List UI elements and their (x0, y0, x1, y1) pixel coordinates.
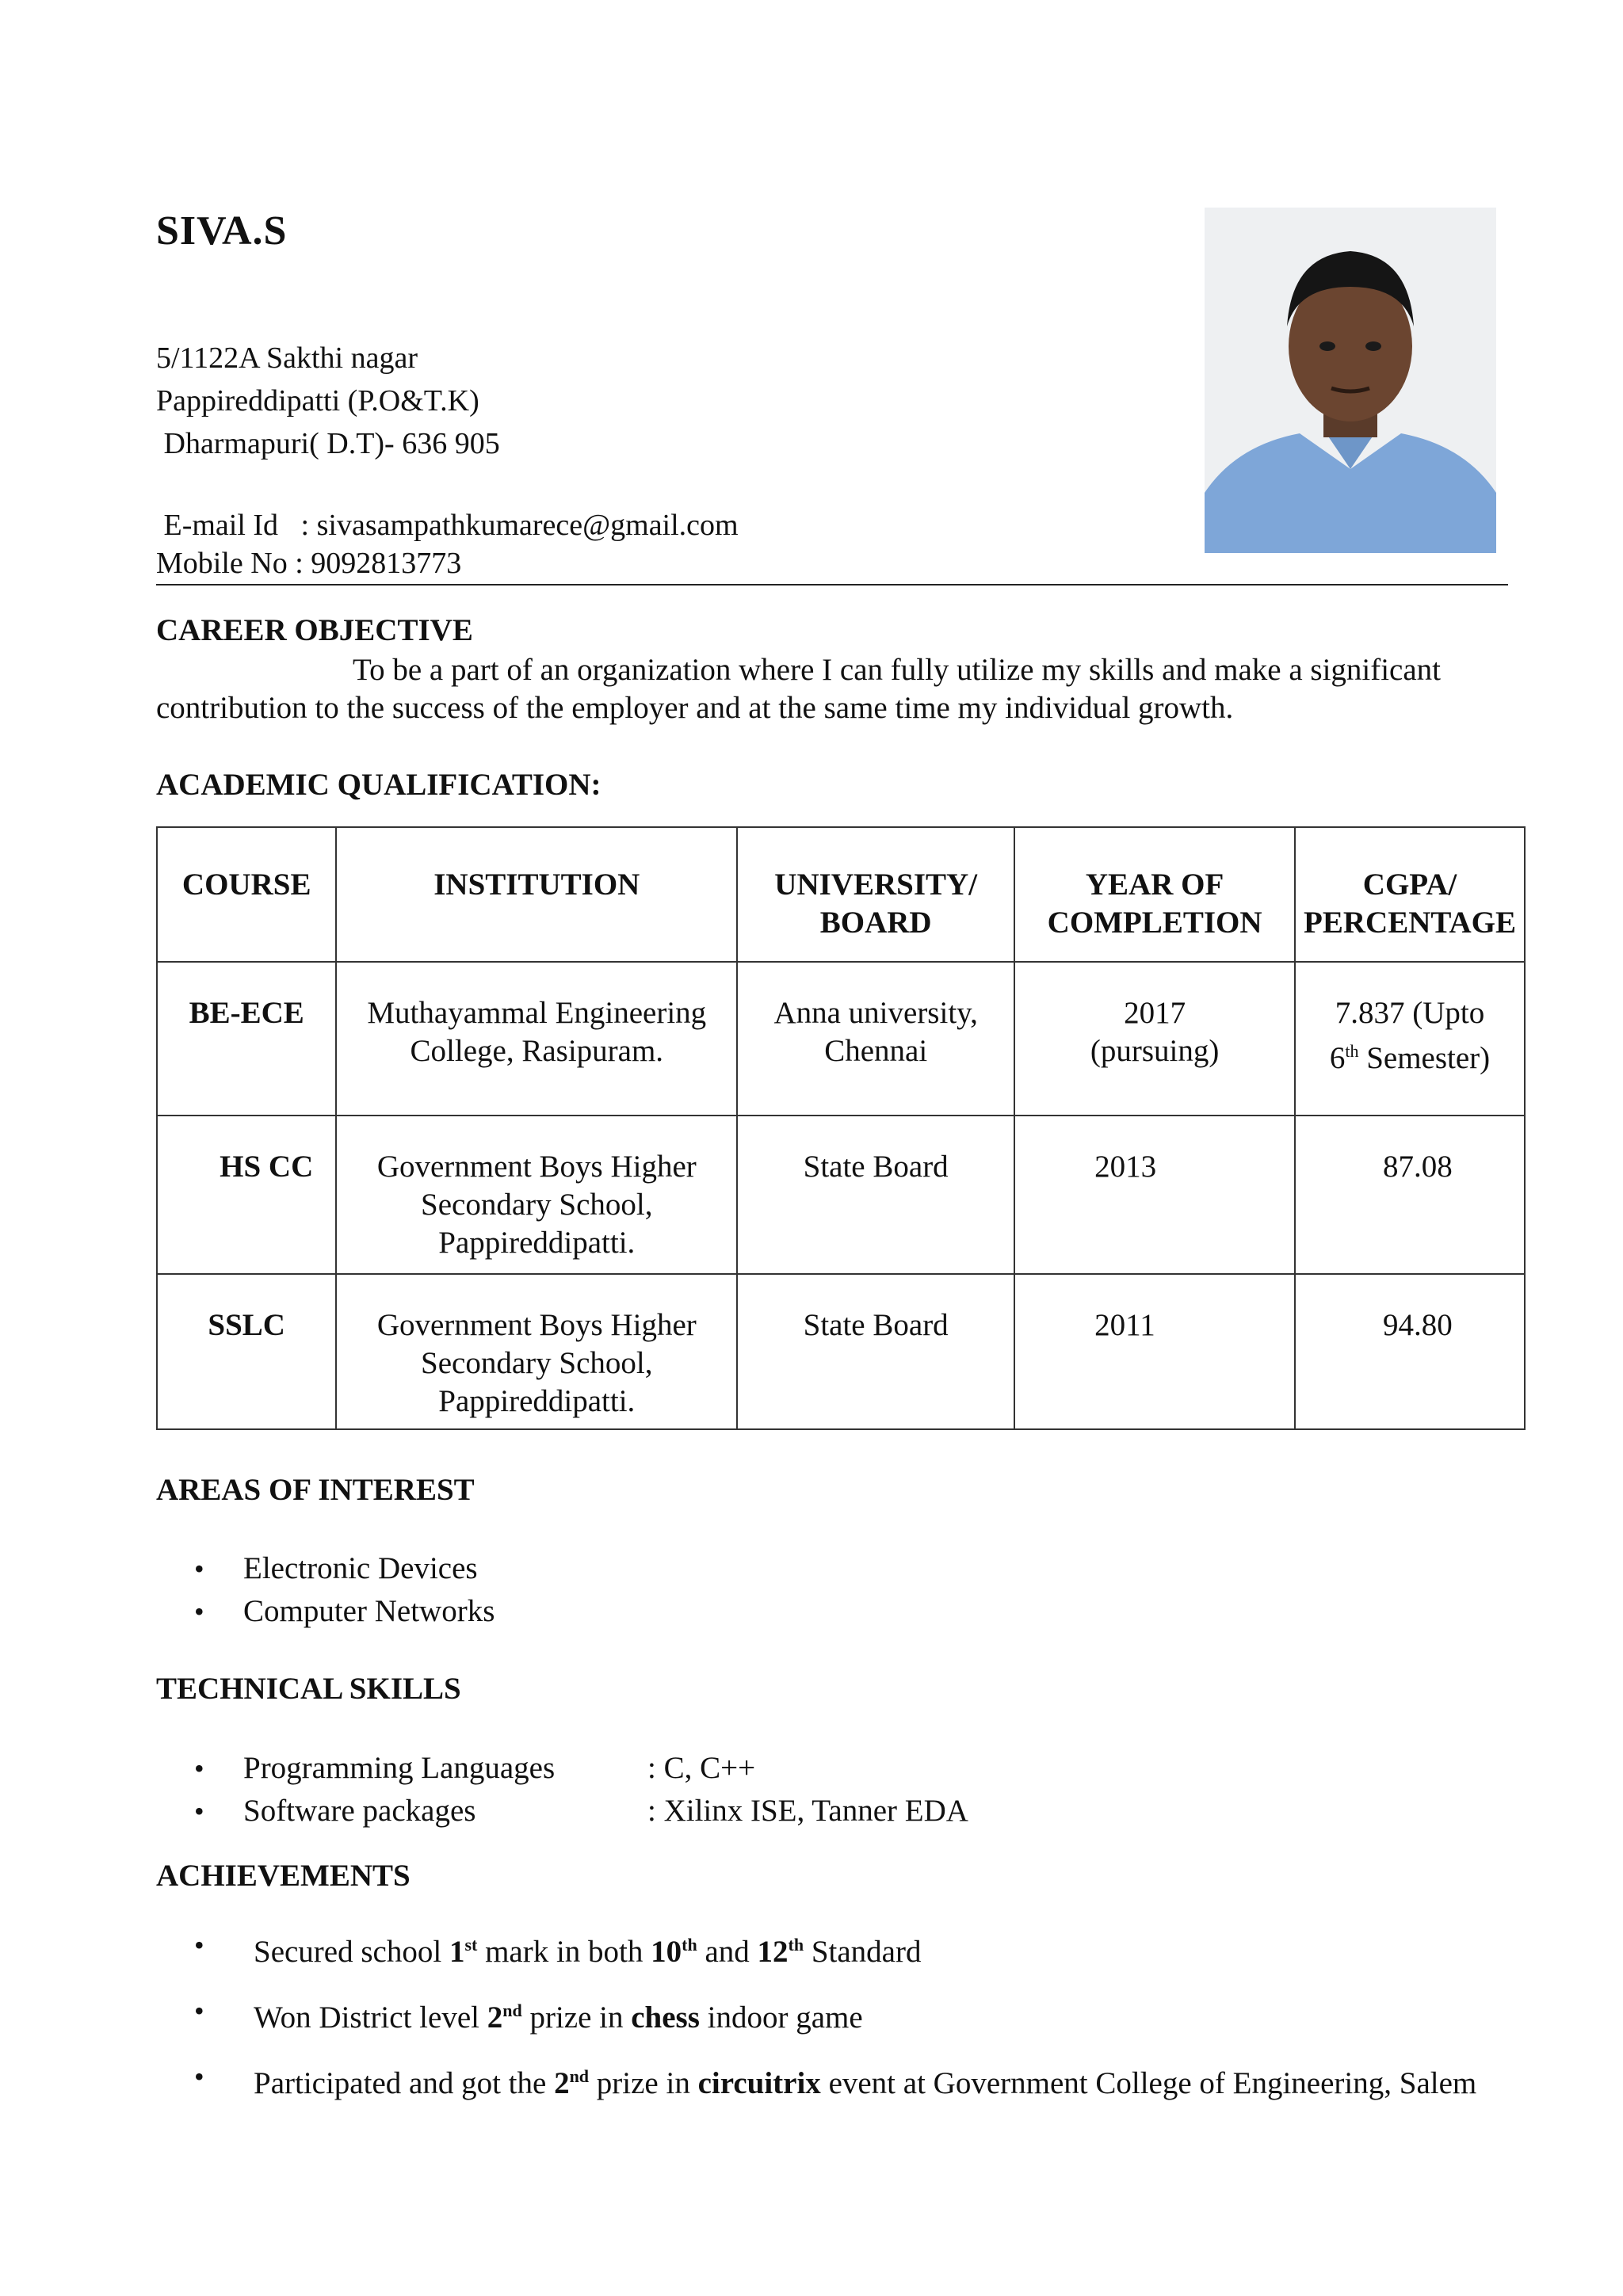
skill-label: Programming Languages (243, 1751, 556, 1785)
address-line-1: 5/1122A Sakthi nagar (156, 341, 418, 375)
text: and (697, 1935, 758, 1969)
text: prize in (589, 2066, 698, 2100)
score-cell: 87.08 (1295, 1116, 1525, 1274)
bold-text: chess (631, 2000, 700, 2035)
superscript: st (464, 1935, 478, 1955)
candidate-name: SIVA.S (156, 208, 288, 254)
year-cell: 2011 (1014, 1274, 1295, 1429)
bold-text: 2 (487, 2000, 503, 2035)
text: Won District level (254, 2000, 487, 2035)
list-item (156, 1790, 1345, 1833)
list-item (156, 1747, 1345, 1790)
career-objective-heading: CAREER OBJECTIVE (156, 613, 473, 647)
column-header: CGPA/ PERCENTAGE (1295, 827, 1525, 962)
bold-text: 1 (449, 1935, 465, 1969)
skill-label: Software packages (243, 1794, 476, 1828)
bold-text: 12 (757, 1935, 789, 1969)
list-item: • Electronic Devices (156, 1547, 495, 1590)
text: indoor game (699, 2000, 863, 2035)
table-row (157, 962, 1525, 1116)
score-main: 7.837 (Upto 6 (1329, 996, 1485, 1075)
score-cell (1295, 962, 1525, 1116)
bold-text: 10 (651, 1935, 682, 1969)
superscript: th (682, 1935, 697, 1955)
text: event at Government College of Engineering, Salem (820, 2066, 1477, 2100)
board-cell: State Board (737, 1116, 1014, 1274)
board-cell: Anna university, Chennai (737, 962, 1014, 1116)
year-cell: 2013 (1014, 1116, 1295, 1274)
board-cell: State Board (737, 1274, 1014, 1429)
institution-cell: Government Boys Higher Secondary School, Pappireddipatti. (336, 1274, 737, 1429)
interests-heading: AREAS OF INTEREST (156, 1473, 475, 1507)
address-line-3: Dharmapuri( D.T)- 636 905 (156, 427, 500, 460)
course-cell: BE-ECE (157, 962, 336, 1116)
text: Participated and got the (254, 2066, 555, 2100)
text: Secured school (254, 1935, 449, 1969)
column-header: COURSE (157, 827, 336, 962)
profile-photo (1205, 208, 1496, 553)
academic-table (156, 826, 1526, 1430)
email-line: E-mail Id : sivasampathkumarece@gmail.com (156, 509, 739, 542)
academic-heading: ACADEMIC QUALIFICATION: (156, 768, 601, 802)
table-row (157, 1116, 1525, 1274)
superscript: nd (569, 2066, 590, 2086)
institution-cell: Muthayammal Engineering College, Rasipuram. (336, 962, 737, 1116)
address-line-2: Pappireddipatti (P.O&T.K) (156, 384, 479, 418)
text: mark in both (477, 1935, 651, 1969)
year-cell: 2017 (pursuing) (1014, 962, 1295, 1116)
superscript: nd (502, 2000, 522, 2020)
header-divider (156, 584, 1508, 585)
institution-cell: Government Boys Higher Secondary School, Pappireddipatti. (336, 1116, 737, 1274)
interests-list (156, 1547, 495, 1633)
list-item (156, 1925, 1519, 1972)
mobile-line: Mobile No : 9092813773 (156, 547, 462, 580)
table-row (157, 1274, 1525, 1429)
achievements-list (156, 1925, 1519, 2103)
achievements-heading: ACHIEVEMENTS (156, 1859, 411, 1893)
bold-text: 2 (554, 2066, 570, 2100)
course-cell: HS CC (157, 1116, 336, 1274)
column-header: UNIVERSITY/ BOARD (737, 827, 1014, 962)
column-header: INSTITUTION (336, 827, 737, 962)
score-tail: Semester) (1358, 1041, 1491, 1075)
score-sup: th (1345, 1041, 1359, 1061)
score-cell: 94.80 (1295, 1274, 1525, 1429)
list-item (156, 1991, 1519, 2038)
career-objective-text: To be a part of an organization where I can fully utilize my skills and make a significant contribution to the success of the employer and at the same time my individual growth. (156, 653, 1442, 725)
skill-value: : Xilinx ISE, Tanner EDA (647, 1794, 968, 1828)
superscript: th (788, 1935, 804, 1955)
table-header-row (157, 827, 1525, 962)
course-cell: SSLC (157, 1274, 336, 1429)
column-header: YEAR OF COMPLETION (1014, 827, 1295, 962)
text: Standard (804, 1935, 922, 1969)
bold-text: circuitrix (697, 2066, 821, 2100)
list-item (156, 2057, 1519, 2103)
skills-list (156, 1747, 1345, 1833)
text: prize in (521, 2000, 632, 2035)
skills-heading: TECHNICAL SKILLS (156, 1672, 461, 1706)
list-item: • Computer Networks (156, 1590, 495, 1633)
skill-value: : C, C++ (647, 1751, 756, 1785)
